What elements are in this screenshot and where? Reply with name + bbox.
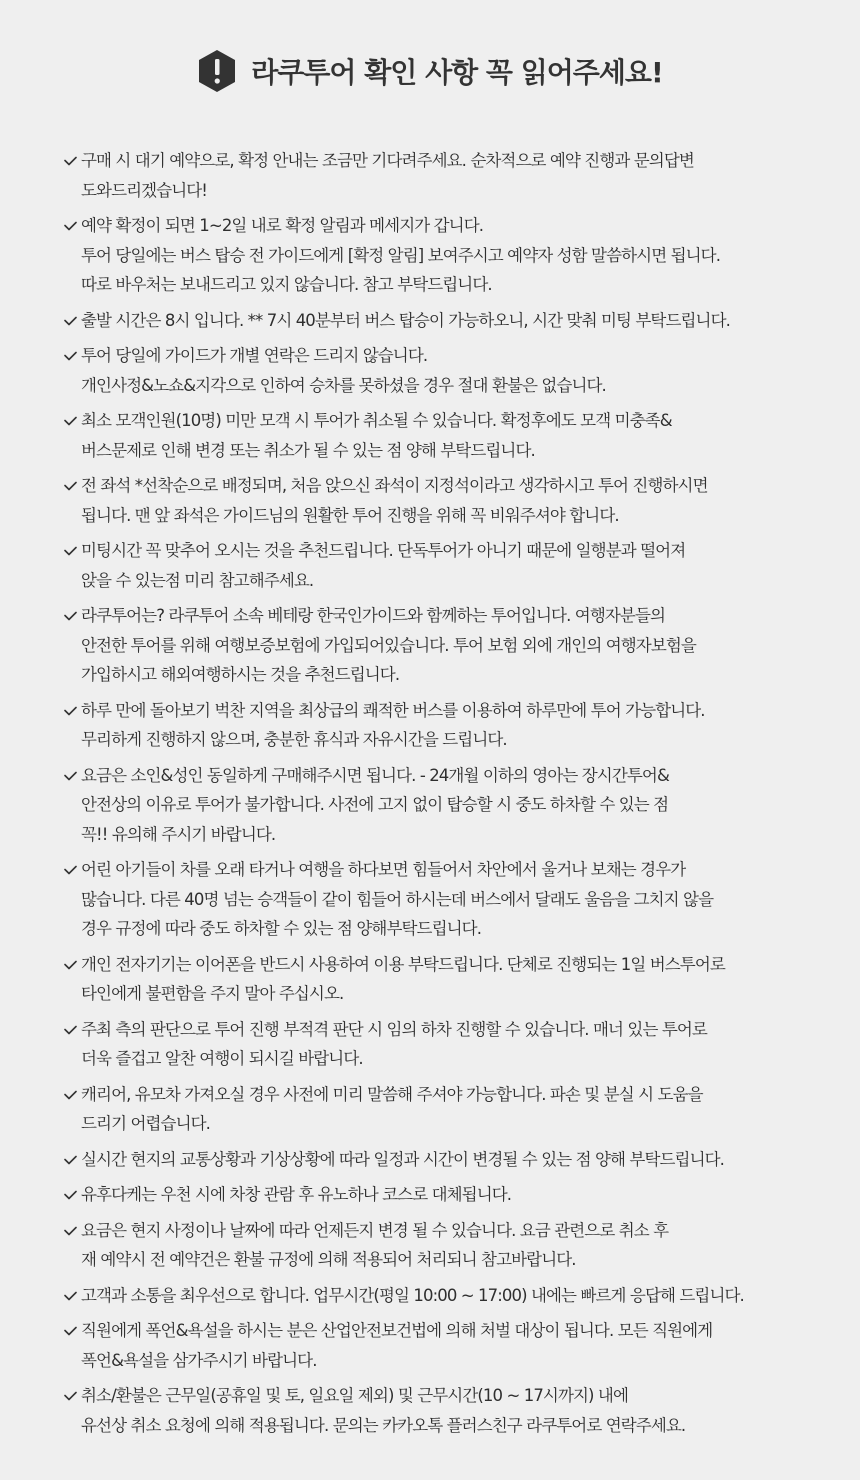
notice-text-line: 따로 바우처는 보내드리고 있지 않습니다. 참고 부탁드립니다. bbox=[81, 275, 492, 294]
notice-text-line: 됩니다. 맨 앞 좌석은 가이드님의 원활한 투어 진행을 위해 꼭 비워주셔야 합니다. bbox=[81, 505, 619, 525]
check-icon bbox=[64, 1155, 77, 1165]
notice-text-line: 투어 당일에는 버스 탑승 전 가이드에게 [확정 알림] 보여주시고 예약자 성함 말씀하시면 됩니다. bbox=[81, 245, 721, 265]
notice-item bbox=[62, 471, 822, 530]
notice-text-line: 요금은 현지 사정이나 날짜에 따라 언제든지 변경 될 수 있습니다. 요금 관련으로 취소 후 bbox=[81, 1220, 669, 1240]
notice-text-line: 하루 만에 돌아보기 벅찬 지역을 최상급의 쾌적한 버스를 이용하여 하루만에 투어 가능합니다. bbox=[81, 700, 705, 720]
notice-text-line: 도와드리겠습니다! bbox=[81, 180, 208, 200]
notice-item bbox=[62, 1281, 822, 1311]
notice-text-line: 주최 측의 판단으로 투어 진행 부적격 판단 시 임의 하차 진행할 수 있습니다. 매너 있는 투어로 bbox=[81, 1019, 707, 1039]
notice-text-line: 어린 아기들이 차를 오래 타거나 여행을 하다보면 힘들어서 차안에서 울거나 보채는 경우가 bbox=[81, 860, 686, 879]
notice-item bbox=[62, 950, 822, 1009]
notice-list bbox=[62, 146, 822, 1446]
check-icon bbox=[64, 1190, 77, 1200]
notice-text-line: 투어 당일에 가이드가 개별 연락은 드리지 않습니다. bbox=[81, 346, 428, 365]
check-icon bbox=[64, 1291, 77, 1301]
notice-text-line: 출발 시간은 8시 입니다. ** 7시 40분부터 버스 탑승이 가능하오니, 시간 맞춰 미팅 부탁드립니다. bbox=[81, 310, 730, 330]
notice-text-line: 가입하시고 해외여행하시는 것을 추천드립니다. bbox=[81, 665, 400, 684]
check-icon bbox=[64, 1326, 77, 1336]
notice-item bbox=[62, 696, 822, 755]
notice-text-line: 꼭!! 유의해 주시기 바랍니다. bbox=[81, 824, 276, 844]
check-icon bbox=[64, 771, 77, 781]
check-icon bbox=[64, 1226, 77, 1236]
notice-text-line: 라쿠투어는? 라쿠투어 소속 베테랑 한국인가이드와 함께하는 투어입니다. 여행자분들의 bbox=[81, 606, 666, 625]
notice-item bbox=[62, 211, 822, 300]
check-icon bbox=[64, 960, 77, 970]
notice-text-line: 더욱 즐겁고 알찬 여행이 되시길 바랍니다. bbox=[81, 1049, 363, 1068]
notice-item bbox=[62, 1080, 822, 1139]
check-icon bbox=[64, 1391, 77, 1401]
notice-item bbox=[62, 761, 822, 850]
notice-text-line: 많습니다. 다른 40명 넘는 승객들이 같이 힘들어 하시는데 버스에서 달래도 울음을 그치지 않을 bbox=[81, 889, 714, 909]
check-icon bbox=[64, 865, 77, 875]
notice-text-line: 유후다케는 우천 시에 차창 관람 후 유노하나 코스로 대체됩니다. bbox=[81, 1185, 512, 1204]
page-title: 라쿠투어 확인 사항 꼭 읽어주세요! bbox=[251, 56, 663, 89]
notice-text-line: 재 예약시 전 예약건은 환불 규정에 의해 적용되어 처리되니 참고바랍니다. bbox=[81, 1250, 576, 1269]
check-icon bbox=[64, 316, 77, 326]
notice-text-line: 캐리어, 유모차 가져오실 경우 사전에 미리 말씀해 주셔야 가능합니다. 파손 및 분실 시 도움을 bbox=[81, 1084, 703, 1104]
notice-item bbox=[62, 146, 822, 205]
check-icon bbox=[64, 351, 77, 361]
notice-text-line: 버스문제로 인해 변경 또는 취소가 될 수 있는 점 양해 부탁드립니다. bbox=[81, 440, 535, 460]
notice-item bbox=[62, 306, 822, 336]
check-icon bbox=[64, 611, 77, 621]
check-icon bbox=[64, 1025, 77, 1035]
notice-item bbox=[62, 536, 822, 595]
notice-text-line: 구매 시 대기 예약으로, 확정 안내는 조금만 기다려주세요. 순차적으로 예약 진행과 문의답변 bbox=[81, 151, 694, 170]
notice-text-line: 전 좌석 *선착순으로 배정되며, 처음 앉으신 좌석이 지정석이라고 생각하시고 투어 진행하시면 bbox=[81, 476, 708, 495]
notice-header bbox=[0, 46, 860, 96]
notice-text-line: 개인 전자기기는 이어폰을 반드시 사용하여 이용 부탁드립니다. 단체로 진행되는 1일 버스투어로 bbox=[81, 954, 725, 974]
notice-text-line: 앉을 수 있는점 미리 참고해주세요. bbox=[81, 570, 314, 590]
notice-text-line: 개인사정&노쇼&지각으로 인하여 승차를 못하셨을 경우 절대 환불은 없습니다. bbox=[81, 375, 606, 395]
notice-text-line: 폭언&욕설을 삼가주시기 바랍니다. bbox=[81, 1350, 317, 1370]
notice-item bbox=[62, 1180, 822, 1210]
notice-item bbox=[62, 1145, 822, 1175]
check-icon bbox=[64, 416, 77, 426]
notice-text-line: 안전상의 이유로 투어가 불가합니다. 사전에 고지 없이 탑승할 시 중도 하차할 수 있는 점 bbox=[81, 795, 669, 814]
notice-text-line: 직원에게 폭언&욕설을 하시는 분은 산업안전보건법에 의해 처벌 대상이 됩니다. 모든 직원에게 bbox=[81, 1321, 713, 1340]
notice-text-line: 경우 규정에 따라 중도 하차할 수 있는 점 양해부탁드립니다. bbox=[81, 919, 482, 938]
notice-text-line: 미팅시간 꼭 맞추어 오시는 것을 추천드립니다. 단독투어가 아니기 때문에 일행분과 떨어져 bbox=[81, 541, 686, 560]
notice-text-line: 무리하게 진행하지 않으며, 충분한 휴식과 자유시간을 드립니다. bbox=[81, 730, 507, 749]
notice-item bbox=[62, 406, 822, 465]
notice-text-line: 드리기 어렵습니다. bbox=[81, 1114, 211, 1133]
notice-item bbox=[62, 1316, 822, 1375]
check-icon bbox=[64, 546, 77, 556]
notice-text-line: 안전한 투어를 위해 여행보증보험에 가입되어있습니다. 투어 보험 외에 개인의 여행자보험을 bbox=[81, 635, 696, 655]
check-icon bbox=[64, 706, 77, 716]
check-icon bbox=[64, 156, 77, 166]
check-icon bbox=[64, 481, 77, 491]
exclamation-icon bbox=[197, 49, 237, 93]
notice-text-line: 요금은 소인&성인 동일하게 구매해주시면 됩니다. - 24개월 이하의 영아는 장시간투어& bbox=[81, 765, 669, 785]
check-icon bbox=[64, 221, 77, 231]
notice-text-line: 타인에게 불편함을 주지 말아 주십시오. bbox=[81, 984, 344, 1003]
notice-item bbox=[62, 1381, 822, 1440]
notice-item bbox=[62, 1216, 822, 1275]
notice-item bbox=[62, 601, 822, 690]
notice-item bbox=[62, 855, 822, 944]
notice-item bbox=[62, 1015, 822, 1074]
notice-text-line: 실시간 현지의 교통상황과 기상상황에 따라 일정과 시간이 변경될 수 있는 점 양해 부탁드립니다. bbox=[81, 1149, 725, 1169]
notice-text-line: 유선상 취소 요청에 의해 적용됩니다. 문의는 카카오톡 플러스친구 라쿠투어로 연락주세요. bbox=[81, 1415, 686, 1435]
notice-text-line: 예약 확정이 되면 1~2일 내로 확정 알림과 메세지가 갑니다. bbox=[81, 216, 484, 235]
notice-text-line: 최소 모객인원(10명) 미만 모객 시 투어가 취소될 수 있습니다. 확정후에도 모객 미충족& bbox=[81, 411, 672, 430]
check-icon bbox=[64, 1090, 77, 1100]
notice-text-line: 취소/환불은 근무일(공휴일 및 토, 일요일 제외) 및 근무시간(10 ~ 17시까지) 내에 bbox=[81, 1386, 629, 1405]
notice-text-line: 고객과 소통을 최우선으로 합니다. 업무시간(평일 10:00 ~ 17:00) 내에는 빠르게 응답해 드립니다. bbox=[81, 1285, 744, 1305]
notice-item bbox=[62, 341, 822, 400]
